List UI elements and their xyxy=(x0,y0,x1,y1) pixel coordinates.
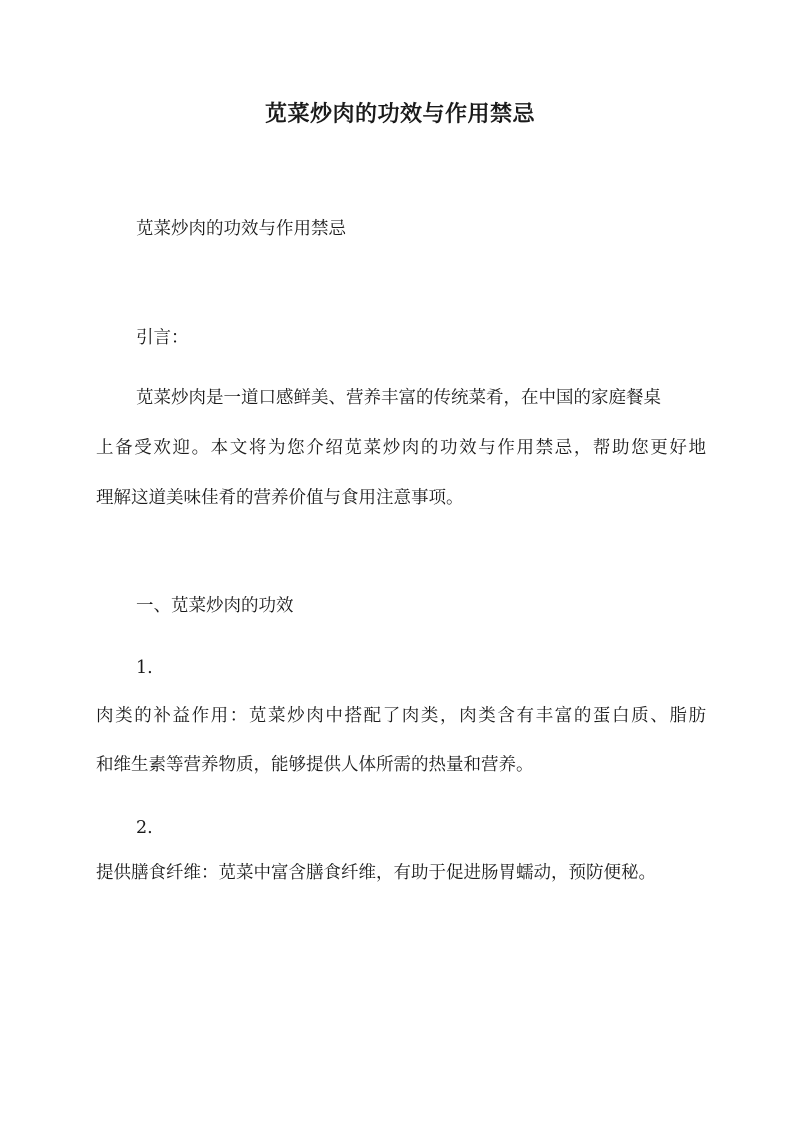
intro-line-2: 上备受欢迎。本文将为您介绍苋菜炒肉的功效与作用禁忌，帮助您更好地 xyxy=(96,438,706,458)
intro-line-3: 理解这道美味佳肴的营养价值与食用注意事项。 xyxy=(96,488,464,508)
item-2-line-1: 提供膳食纤维：苋菜中富含膳食纤维，有助于促进肠胃蠕动，预防便秘。 xyxy=(96,863,656,883)
item-1-line-2: 和维生素等营养物质，能够提供人体所需的热量和营养。 xyxy=(96,755,534,775)
item-1-line-1: 肉类的补益作用：苋菜炒肉中搭配了肉类，肉类含有丰富的蛋白质、脂肪 xyxy=(96,706,706,726)
intro-heading: 引言： xyxy=(136,328,189,348)
item-1-number: 1. xyxy=(136,658,153,678)
document-subtitle: 苋菜炒肉的功效与作用禁忌 xyxy=(136,219,346,239)
intro-line-1: 苋菜炒肉是一道口感鲜美、营养丰富的传统菜肴，在中国的家庭餐桌 xyxy=(136,388,661,408)
section-1-heading: 一、苋菜炒肉的功效 xyxy=(136,596,294,616)
item-2-number: 2. xyxy=(136,818,153,838)
document-title: 苋菜炒肉的功效与作用禁忌 xyxy=(264,101,535,127)
